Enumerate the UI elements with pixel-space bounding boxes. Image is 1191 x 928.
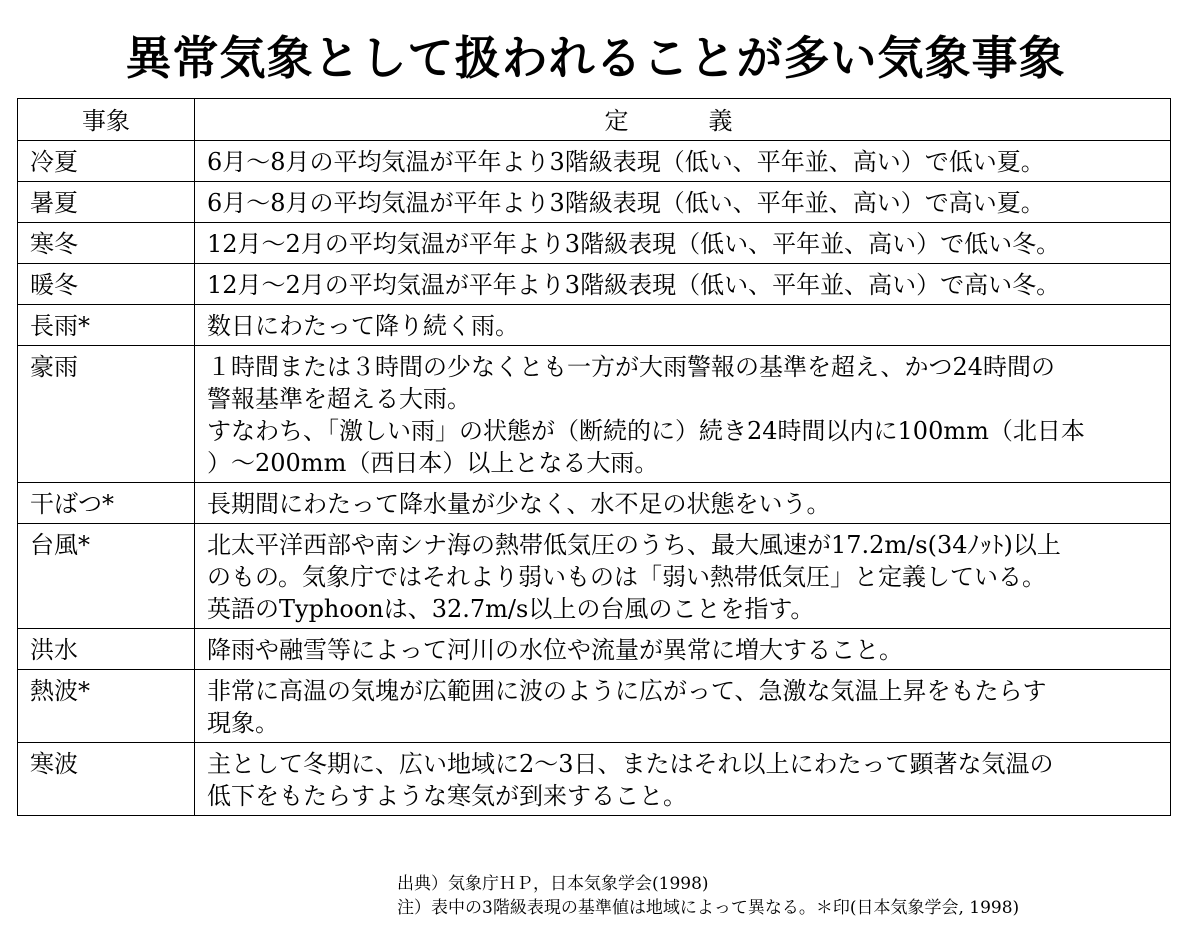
footnote: 注）表中の3階級表現の基準値は地域によって異なる。＊印(日本気象学会, 1998): [397, 898, 1020, 918]
event-definition: [195, 264, 1171, 305]
event-term: 暖冬: [18, 264, 195, 305]
definition-line: 12月～2月の平均気温が平年より3階級表現（低い、平年並、高い）で高い冬。: [207, 271, 1061, 299]
definition-line: 警報基準を超える大雨。: [207, 385, 471, 413]
definition-line: 降雨や融雪等によって河川の水位や流量が異常に増大すること。: [207, 636, 903, 664]
event-term: 寒波: [18, 743, 195, 816]
event-definition: [195, 223, 1171, 264]
weather-events-table: [17, 98, 1171, 816]
table-row: [18, 141, 1171, 182]
event-definition: [195, 182, 1171, 223]
definition-line: すなわち、「激しい雨」の状態が（断続的に）続き24時間以内に100mm（北日本: [207, 417, 1085, 445]
definition-line: 数日にわたって降り続く雨。: [207, 312, 519, 340]
table-row: [18, 182, 1171, 223]
event-term: 豪雨: [18, 346, 195, 483]
table-row: [18, 524, 1171, 629]
definition-line: 現象。: [207, 709, 279, 737]
event-definition: [195, 141, 1171, 182]
definition-line: 低下をもたらすような寒気が到来すること。: [207, 782, 687, 810]
event-term: 長雨*: [18, 305, 195, 346]
event-definition: [195, 524, 1171, 629]
event-term: 洪水: [18, 629, 195, 670]
definition-line: 主として冬期に、広い地域に2～3日、またはそれ以上にわたって顕著な気温の: [207, 750, 1054, 778]
table-row: [18, 346, 1171, 483]
table-row: [18, 483, 1171, 524]
page-title: 異常気象として扱われることが多い気象事象: [125, 31, 1066, 85]
event-definition: [195, 346, 1171, 483]
event-term: 干ばつ*: [18, 483, 195, 524]
source-note: 出典）気象庁ＨＰ，日本気象学会(1998): [397, 874, 709, 894]
event-definition: [195, 629, 1171, 670]
definition-line: 英語のTyphoonは、32.7m/s以上の台風のことを指す。: [207, 595, 815, 623]
definition-line: ）～200mm（西日本）以上となる大雨。: [207, 449, 659, 477]
definition-line: 12月～2月の平均気温が平年より3階級表現（低い、平年並、高い）で低い冬。: [207, 230, 1061, 258]
event-definition: [195, 483, 1171, 524]
table-row: [18, 264, 1171, 305]
table-row: [18, 305, 1171, 346]
event-definition: [195, 743, 1171, 816]
table-row: [18, 743, 1171, 816]
definition-line: 長期間にわたって降水量が少なく、水不足の状態をいう。: [207, 490, 831, 518]
event-definition: [195, 670, 1171, 743]
definition-line: 6月～8月の平均気温が平年より3階級表現（低い、平年並、高い）で低い夏。: [207, 148, 1045, 176]
event-term: 冷夏: [18, 141, 195, 182]
table-header-row: [18, 99, 1171, 141]
event-term: 台風*: [18, 524, 195, 629]
event-term: 熱波*: [18, 670, 195, 743]
definition-line: のもの。気象庁ではそれより弱いものは「弱い熱帯低気圧」と定義している。: [207, 563, 1047, 591]
event-term: 暑夏: [18, 182, 195, 223]
header-definition: 定 義: [195, 99, 1171, 141]
header-term: 事象: [18, 99, 195, 141]
definition-line: １時間または３時間の少なくとも一方が大雨警報の基準を超え、かつ24時間の: [207, 353, 1055, 381]
event-definition: [195, 305, 1171, 346]
table-row: [18, 223, 1171, 264]
definition-line: 非常に高温の気塊が広範囲に波のように広がって、急激な気温上昇をもたらす: [207, 677, 1047, 705]
table-row: [18, 629, 1171, 670]
event-term: 寒冬: [18, 223, 195, 264]
definition-line: 6月～8月の平均気温が平年より3階級表現（低い、平年並、高い）で高い夏。: [207, 189, 1045, 217]
table-row: [18, 670, 1171, 743]
definition-line: 北太平洋西部や南シナ海の熱帯低気圧のうち、最大風速が17.2m/s(34ﾉｯﾄ)以上: [207, 531, 1061, 559]
